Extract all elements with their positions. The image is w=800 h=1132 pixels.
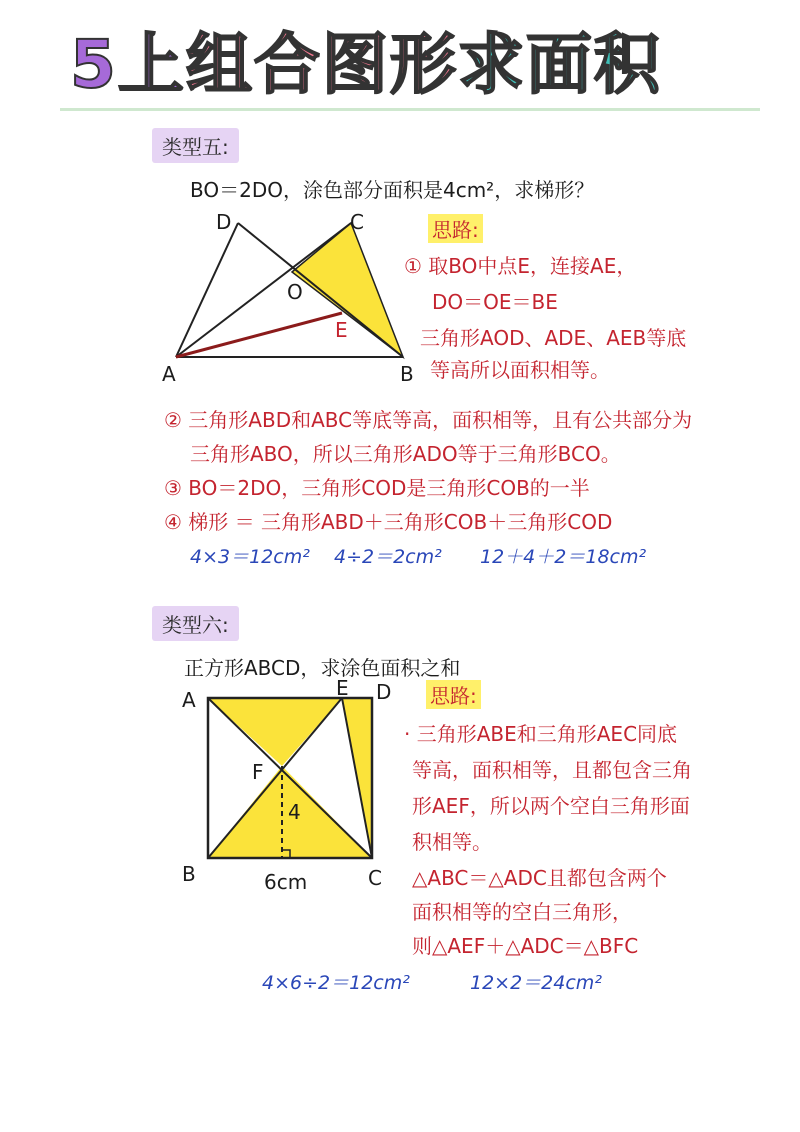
point-label-d: D (376, 680, 392, 704)
point-label-o: O (287, 280, 303, 304)
point-label-c: C (368, 866, 382, 890)
section6-note-line3: 形AEF，所以两个空白三角形面 (412, 794, 690, 818)
section6-problem: 正方形ABCD，求涂色面积之和 (184, 656, 461, 680)
section6-calc1: 4×6÷2＝12cm² (262, 972, 410, 994)
segment-ae (176, 313, 342, 357)
section5-problem: BO＝2DO，涂色部分面积是4cm²，求梯形？ (190, 178, 595, 202)
title-topic: 组合图形 (185, 25, 458, 103)
title-task: 求面积 (457, 25, 662, 103)
section6-note-line6: 面积相等的空白三角形， (412, 900, 632, 924)
section5-step1-line2: DO＝OE＝BE (432, 290, 558, 314)
section6-label: 类型六: (152, 606, 239, 641)
section5-step4: ④ 梯形 ＝ 三角形ABD＋三角形COB＋三角形COD (164, 510, 613, 534)
section6-note-line5: △ABC＝△ADC且都包含两个 (412, 866, 667, 890)
section5-step1-line3: 三角形AOD、ADE、AEB等底 (420, 326, 687, 350)
section5-label: 类型五: (152, 128, 239, 163)
point-label-e: E (336, 676, 349, 700)
point-label-e: E (335, 318, 348, 342)
section5-step3: ③ BO＝2DO，三角形COD是三角形COB的一半 (164, 476, 590, 500)
section6-note-line4: 积相等。 (412, 830, 492, 854)
section5-calc2: 4÷2＝2cm² (334, 546, 442, 568)
section5-step2-line1: ② 三角形ABD和ABC等底等高，面积相等，且有公共部分为 (164, 408, 693, 432)
title-underline (60, 108, 760, 111)
point-label-b: B (182, 862, 196, 886)
section6-calc2: 12×2＝24cm² (470, 972, 602, 994)
point-label-b: B (400, 362, 414, 386)
section6-square-diagram (200, 690, 385, 865)
base-label: 6cm (264, 870, 308, 894)
section6-note-line7: 则△AEF＋△ADC＝△BFC (412, 934, 639, 958)
section5-think-label: 思路: (428, 214, 483, 243)
shaded-triangle-top (208, 698, 342, 766)
point-label-a: A (182, 688, 196, 712)
point-label-a: A (162, 362, 176, 386)
section5-step1-line1: ① 取BO中点E，连接AE， (404, 254, 637, 278)
point-label-f: F (252, 760, 264, 784)
section5-calc1: 4×3＝12cm² (190, 546, 310, 568)
page-title (70, 8, 730, 108)
section6-note-line1: · 三角形ABE和三角形AEC同底 (404, 722, 678, 746)
section5-step1-line4: 等高所以面积相等。 (430, 358, 610, 382)
section6-note-line2: 等高，面积相等，且都包含三角 (412, 758, 692, 782)
point-label-c: C (350, 210, 364, 234)
section6-think-label: 思路: (426, 680, 481, 709)
section5-step2-line2: 三角形ABO，所以三角形ADO等于三角形BCO。 (190, 442, 621, 466)
section5-calc3: 12＋4＋2＝18cm² (480, 546, 647, 568)
height-label: 4 (288, 800, 301, 824)
title-grade: 5上 (70, 25, 186, 103)
point-label-d: D (216, 210, 232, 234)
